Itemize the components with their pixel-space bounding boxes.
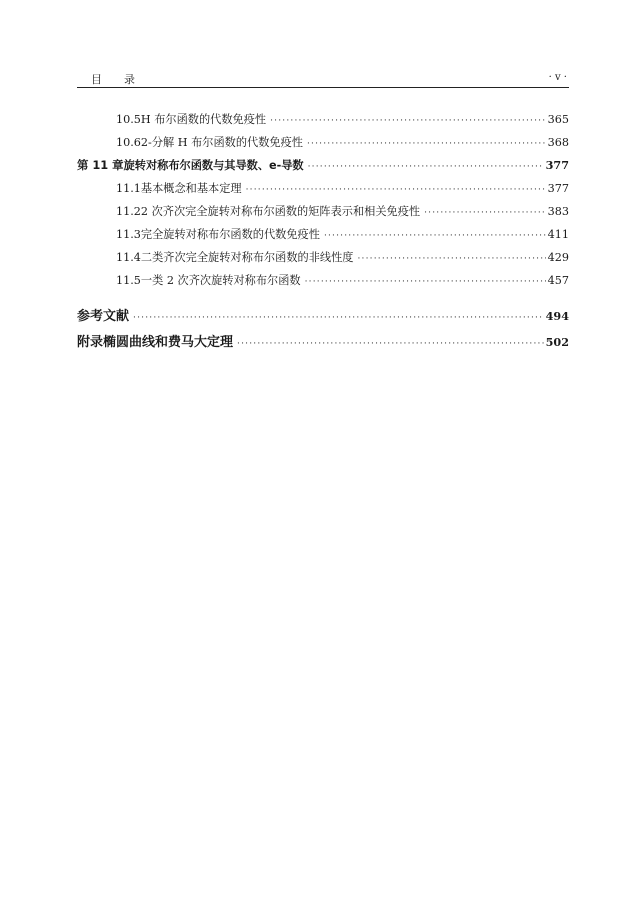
toc-entry-title: H 布尔函数的代数免疫性 [140,113,267,126]
toc-entry-page: 411 [547,228,569,241]
toc-entry-title: 完全旋转对称布尔函数的代数免疫性 [140,228,320,241]
toc-entry-page: 365 [547,113,569,126]
toc-entry-title: 2-分解 H 布尔函数的代数免疫性 [140,136,303,149]
toc-entry[interactable] [77,223,569,246]
toc-entry-number: 10.5 [116,113,141,126]
toc-references-page: 494 [545,309,569,323]
toc-leader-dots [307,133,546,156]
toc-entry[interactable] [77,177,569,200]
running-head-page-number: · v · [548,72,567,83]
toc-entry-page: 383 [547,205,569,218]
toc-entry[interactable] [77,131,569,154]
table-of-contents [77,108,569,355]
toc-leader-dots [246,179,546,202]
toc-appendix-page: 502 [545,335,569,349]
toc-entry-page: 457 [547,274,569,287]
toc-references-title: 参考文献 [77,309,130,324]
toc-appendix-entry[interactable] [77,329,569,355]
toc-entry-number: 11.1 [116,182,141,195]
toc-chapter-title: 旋转对称布尔函数与其导数、e-导数 [123,159,304,172]
toc-entry-number: 11.2 [116,205,141,218]
toc-leader-dots [424,202,546,225]
toc-entry-page: 377 [547,182,569,195]
toc-entry[interactable] [77,269,569,292]
running-head [77,71,569,88]
toc-entry[interactable] [77,108,569,131]
toc-entry-number: 11.4 [116,251,141,264]
toc-leader-dots [324,225,546,248]
toc-chapter-number: 第 11 章 [77,158,124,172]
running-head-title: 目录 [91,73,157,86]
toc-entry[interactable] [77,246,569,269]
toc-entry-title: 二类齐次完全旋转对称布尔函数的非线性度 [140,251,354,264]
toc-entry-page: 429 [547,251,569,264]
toc-appendix-title: 椭圆曲线和费马大定理 [103,335,234,350]
toc-leader-dots [133,305,544,331]
toc-references-entry[interactable] [77,303,569,329]
toc-leader-dots [305,271,546,294]
toc-leader-dots [270,110,546,133]
toc-chapter-entry[interactable] [77,154,569,177]
toc-chapter-page: 377 [545,158,569,172]
toc-entry-number: 11.5 [116,274,141,287]
toc-entry-number: 10.6 [116,136,141,149]
toc-entry-title: 基本概念和基本定理 [140,182,242,195]
toc-entry-number: 11.3 [116,228,141,241]
toc-leader-dots [358,248,546,271]
toc-entry-page: 368 [547,136,569,149]
toc-entry-title: 一类 2 次齐次旋转对称布尔函数 [140,274,301,287]
toc-entry[interactable] [77,200,569,223]
toc-leader-dots [308,156,544,179]
toc-appendix-label: 附录 [77,335,104,350]
toc-leader-dots [237,331,544,357]
toc-entry-title: 2 次齐次完全旋转对称布尔函数的矩阵表示和相关免疫性 [140,205,421,218]
